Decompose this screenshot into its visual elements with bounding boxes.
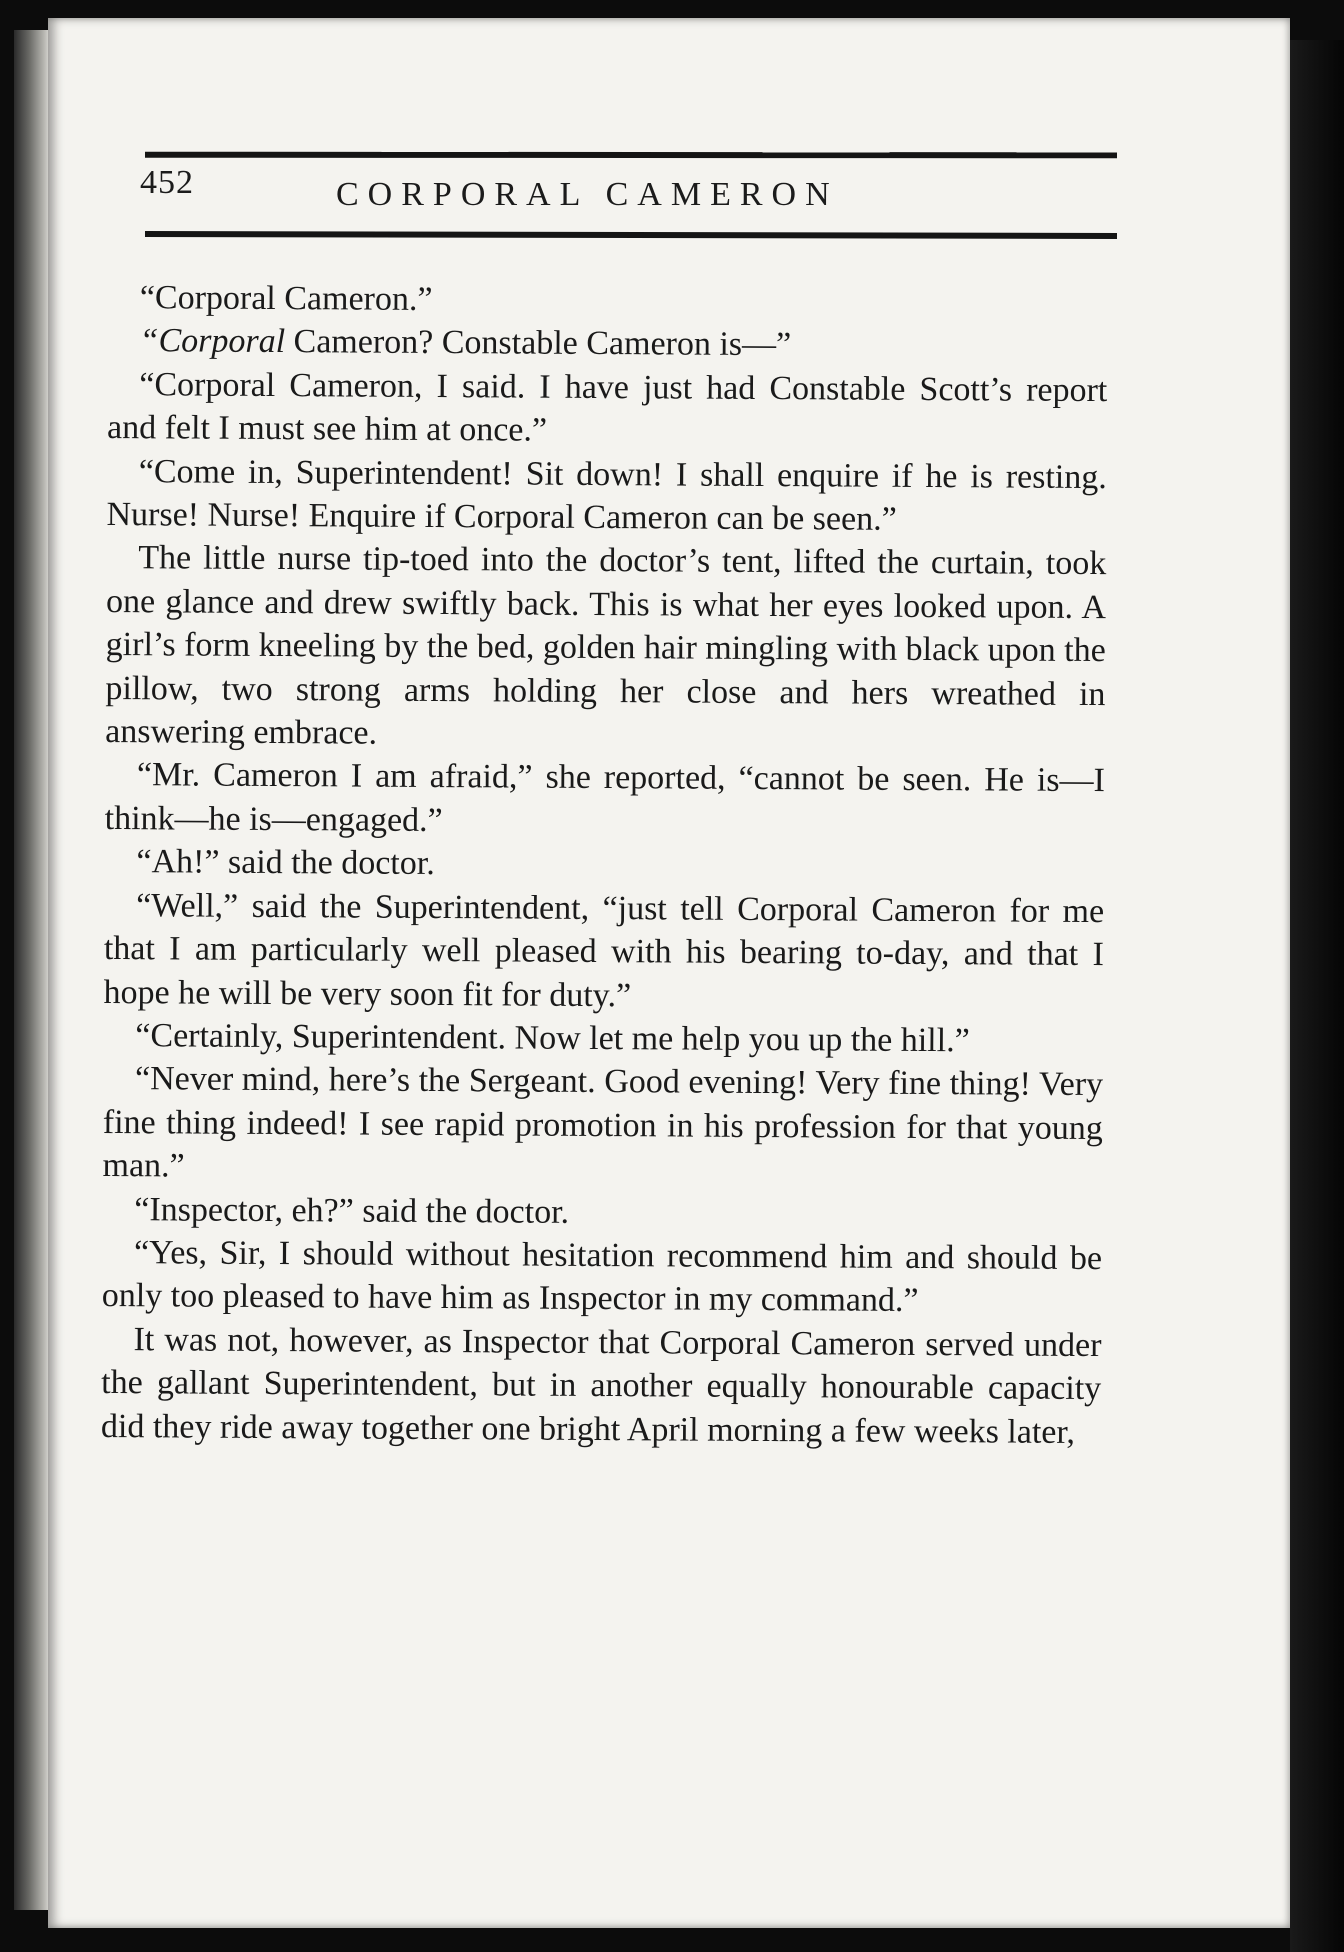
paragraph: “Come in, Superintendent! Sit down! I shall enquire if he is resting. Nurse! Nurse! Enquire if Corporal Cameron can be seen.” [106, 452, 1107, 538]
paragraph: “Never mind, here’s the Sergeant. Good evening! Very fine thing! Very fine thing indeed! I see rapid promotion in his profession for that young man.” [102, 1060, 1104, 1185]
page-edge-shadow [1290, 40, 1344, 1952]
paragraph: The little nurse tip-toed into the doctor’s tent, lifted the curtain, took one glance and drew swiftly back. This is what her eyes looked upon. A girl’s form kneeling by the bed, golden hair mingling with black upon the pillow, two strong arms holding her close and hers wreathed in answering embrace. [105, 539, 1107, 752]
paragraph-text: Cameron? Constable Cameron is—” [284, 323, 792, 364]
paragraph: “Inspector, eh?” said the doctor. [134, 1190, 570, 1231]
paragraph: “Ah!” said the doctor. [136, 843, 435, 883]
italic-word: “Corporal [139, 322, 286, 361]
paragraph: It was not, however, as Inspector that Corporal Cameron served under the gallant Superintendent, but in another equally honourable capacity did they ride away together one bright April morning a few weeks later, [100, 1320, 1102, 1451]
paragraph: “Certainly, Superintendent. Now let me help you up the hill.” [135, 1017, 970, 1060]
paragraph: “Mr. Cameron I am afraid,” she reported, “cannot be seen. He is—I think—he is—engaged.” [104, 756, 1106, 839]
paragraph [107, 319, 1107, 369]
body-text [101, 276, 1108, 1454]
paragraph: “Yes, Sir, I should without hesitation recommend him and should be only too pleased to have him as Inspector in my command.” [101, 1234, 1103, 1320]
paragraph: “Corporal Cameron.” [139, 279, 433, 318]
book-gutter-shadow [14, 30, 52, 1910]
paragraph: “Corporal Cameron, I said. I have just had Constable Scott’s report and felt I must see him at once.” [106, 366, 1108, 449]
page-number: 452 [140, 164, 194, 201]
header-rule-top [145, 152, 1117, 159]
running-title: CORPORAL CAMERON [336, 176, 839, 213]
paragraph: “Well,” said the Superintendent, “just tell Corporal Cameron for me that I am particularly well pleased with his bearing to-day, and that I hope he will be very soon fit for duty.” [103, 886, 1105, 1014]
